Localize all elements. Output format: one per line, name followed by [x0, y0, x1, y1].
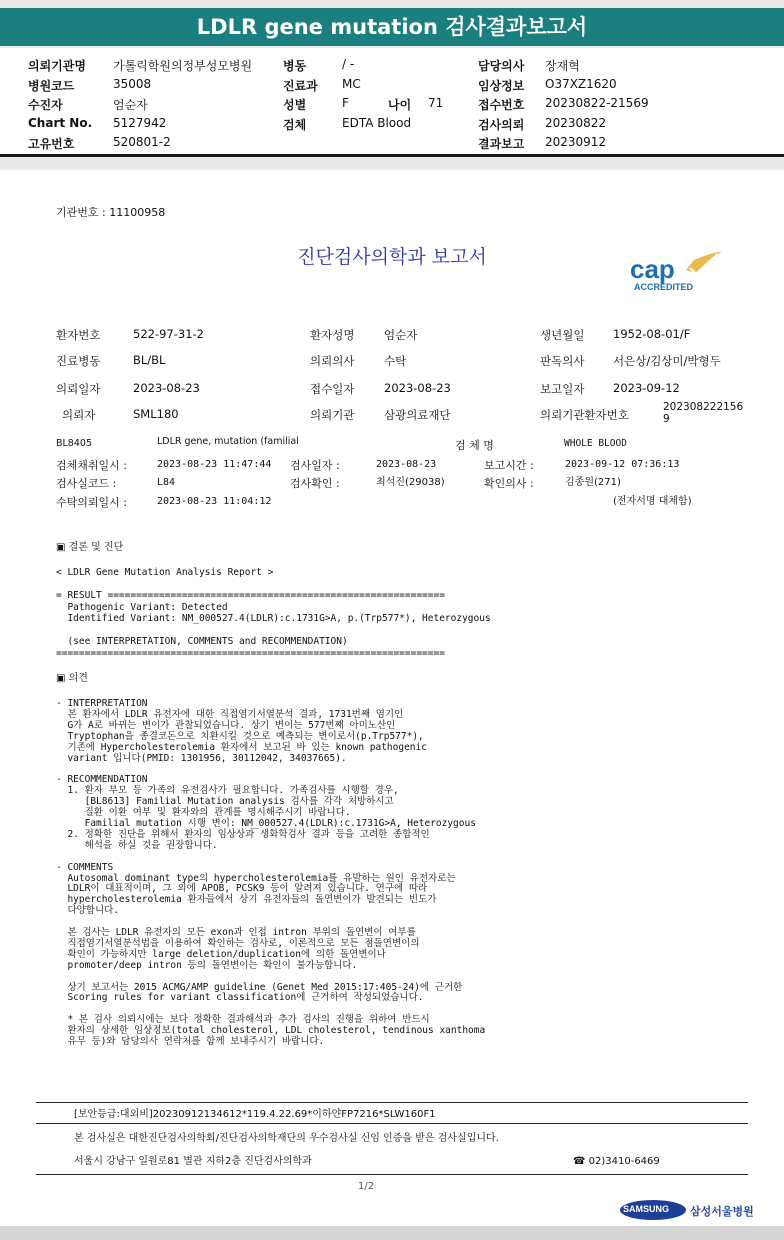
footer-bottom-line	[36, 1174, 748, 1175]
report-time-label: 보고시간 :	[484, 459, 534, 472]
footer-mid-line	[36, 1123, 748, 1124]
collect-label: 검체채취일시 :	[56, 459, 127, 472]
header-label: 진료과	[283, 79, 318, 93]
opinion-body: - INTERPRETATION 본 환자에서 LDLR 유전자에 대한 직접염기서열분석 결과, 1731번째 염기인 G가 A로 바뀌는 변이가 관찰되었습니다. 상기 변이는 577번째 아미노산인 Tryptophan을 종결코돈으로 치환시킬 것으로 예측되는 변이로서(p.Trp577*), 기존에 Hypercholesterolemia 환자에서 보고된 바 있는 known pathogenic variant 입니다(PMID: 1301956, 30112042, 34037665). - RECOMMENDATION 1. 환자 부모 등 가족의 유전검사가 필요합니다. 가족검사를 시행할 경우, [BL8613] Familial Mutation analysis 검사를 각각 처방하시고 질환 이환 여부 및 환자와의 관계를 명시해주시기 바랍니다. Familial mutation 시행 변이: NM_000527.4(LDLR):c.1731G>A, Heterozygous 2. 정확한 진단을 위해서 환자의 임상상과 생화학검사 결과 등을 고려한 종합적인 해석을 하실 것을 권장합니다. - COMMENTS Autosomal dominant type의 hypercholesterolemia를 유발하는 원인 유전자로는 LDLR이 대표적이며, 그 외에 APOB, PCSK9 등이 알려져 있습니다. 연구에 따라 hypercholesterolemia 환자들에서 상기 유전자들의 돌연변이가 발견되는 빈도가 다양합니다. 본 검사는 LDLR 유전자의 모든 exon과 인접 intron 부위의 돌연변이 여부를 직접염기서열분석법을 이용하여 확인하는 검사로, 이론적으로 모든 점돌연변이의 확인이 가능하지만 large deletion/duplication에 의한 돌연변이나 promoter/deep intron 등의 돌연변이는 확인이 불가능합니다. 상기 보고서는 2015 ACMG/AMP guideline (Genet Med 2015:17:405-24)에 근거한 Scoring rules for variant classification에 근거하여 작성되었습니다. * 본 검사 의뢰시에는 보다 정확한 결과해석과 추가 검사의 진행을 위하여 반드시 환자의 상세한 임상정보(total cholesterol, LDL cholesterol, tendinous xanthoma 유무 등)와 담당의사 연락처를 함께 보내주시기 바랍니다.	[56, 698, 486, 1048]
cap-logo-word: cap	[630, 254, 675, 284]
request-header	[0, 48, 784, 154]
header-value: F	[342, 96, 349, 110]
certification-text: 본 검사실은 대한진단검사의학회/진단검사의학재단의 우수검사실 신임 인증을 받은 검사실입니다.	[74, 1133, 499, 1144]
patient-field-value: 삼광의료재단	[384, 408, 451, 422]
header-label: 수진자	[28, 98, 63, 112]
patient-field-value: 2023-09-12	[613, 381, 680, 395]
header-value: 장재혁	[545, 59, 580, 73]
confirm-value: 최석진(29038)	[376, 477, 445, 488]
patient-field-value: BL/BL	[133, 353, 166, 367]
header-label: 나이	[388, 98, 412, 112]
confirm-label: 검사확인 :	[290, 477, 340, 490]
brand-en: SAMSUNG	[623, 1204, 670, 1214]
patient-field-value: 1952-08-01/F	[613, 327, 691, 341]
cap-logo-sub: ACCREDITED	[634, 282, 694, 292]
patient-field-label: 환자번호	[56, 328, 101, 342]
header-label: 성별	[283, 98, 307, 112]
phone-text: ☎ 02)3410-6469	[573, 1156, 660, 1167]
report-title: LDLR gene mutation 검사결과보고서	[0, 8, 784, 46]
patient-field-label: 보고일자	[540, 382, 585, 396]
page-bottom-strip	[0, 1226, 784, 1240]
header-label: 병동	[283, 59, 307, 73]
header-label: 검체	[283, 118, 307, 132]
exam-label: 검사일자 :	[290, 459, 340, 472]
patient-field-label: 의뢰기관	[310, 408, 355, 422]
header-value: O37XZ1620	[545, 77, 617, 91]
result-body: < LDLR Gene Mutation Analysis Report > = RESULT =========================================================== Pathogenic Variant: Detected Identified Variant: NM_000527.4(LDLR):c.1731G>A, p.(Trp577*), Heterozygous (see INTERPRETATION, COMMENTS and RECOMMENDATION) ====================================================================	[56, 567, 491, 659]
header-value: 20230822	[545, 116, 607, 130]
header-label: 접수번호	[478, 98, 525, 112]
test-code: BL8405	[56, 438, 92, 449]
patient-field-label: 의뢰의사	[310, 354, 355, 368]
header-label: Chart No.	[28, 116, 93, 130]
report-time-value: 2023-09-12 07:36:13	[565, 459, 680, 470]
receive-label: 수탁의뢰일시 :	[56, 496, 127, 509]
header-label: 의뢰기관명	[28, 59, 86, 73]
cap-accredited-logo	[628, 252, 728, 294]
header-value: 20230912	[545, 135, 607, 149]
patient-field-value: 서은상/김상미/박형두	[613, 354, 721, 368]
patient-field-label: 생년월일	[540, 328, 585, 342]
result-section-title: ▣ 결론 및 진단	[56, 542, 124, 553]
patient-field-value: 수탁	[384, 354, 407, 368]
collect-value: 2023-08-23 11:47:44	[157, 459, 272, 470]
security-line: [보안등급:대외비]20230912134612*119.4.22.69*이하얀FP7216*SLW160F1	[74, 1109, 436, 1120]
brand-ko: 삼성서울병원	[690, 1205, 754, 1218]
header-value: 35008	[113, 77, 152, 91]
cap-logo-icon	[628, 252, 728, 294]
header-value: / -	[342, 57, 355, 71]
test-name: LDLR gene, mutation (familial	[157, 436, 299, 447]
institution-number: 기관번호 : 11100958	[56, 206, 166, 219]
doctor-value: 김종원(271)	[565, 477, 621, 488]
doctor-label: 확인의사 :	[484, 477, 534, 490]
patient-field-value: 202308222156 9	[663, 401, 744, 425]
patient-field-label: 판독의사	[540, 354, 585, 368]
report-paper	[0, 170, 784, 1226]
header-value: 71	[428, 96, 444, 110]
exam-value: 2023-08-23	[376, 459, 437, 470]
patient-field-label: 의뢰자	[62, 408, 96, 422]
header-label: 고유번호	[28, 137, 75, 151]
lab-code-value: L84	[157, 477, 176, 488]
header-label: 임상정보	[478, 79, 525, 93]
lab-code-label: 검사실코드 :	[56, 477, 117, 490]
address-text: 서울시 강남구 일원로81 별관 지하2층 진단검사의학과	[74, 1156, 312, 1167]
opinion-section-title: ▣ 의견	[56, 673, 88, 684]
patient-field-label: 환자성명	[310, 328, 355, 342]
department-title: 진단검사의학과 보고서	[297, 246, 487, 268]
patient-field-value: SML180	[133, 407, 179, 421]
header-value: 가톨릭학원의정부성모병원	[113, 59, 253, 73]
footer-top-line	[36, 1102, 748, 1103]
samsung-hospital-logo	[620, 1198, 760, 1222]
patient-field-value: 2023-08-23	[384, 381, 451, 395]
header-value: EDTA Blood	[342, 116, 412, 130]
specimen-label: 검 체 명	[455, 439, 494, 452]
specimen-value: WHOLE BLOOD	[564, 438, 627, 449]
header-label: 결과보고	[478, 137, 525, 151]
patient-field-label: 의뢰기관환자번호	[540, 408, 629, 422]
patient-field-label: 진료병동	[56, 354, 101, 368]
header-value: 엄순자	[113, 98, 148, 112]
header-value: 5127942	[113, 116, 167, 130]
patient-field-label: 의뢰일자	[56, 382, 101, 396]
header-label: 병원코드	[28, 79, 75, 93]
header-value: 20230822-21569	[545, 96, 649, 110]
patient-field-label: 접수일자	[310, 382, 355, 396]
patient-field-value: 522-97-31-2	[133, 327, 204, 341]
header-value: 520801-2	[113, 135, 171, 149]
header-value: MC	[342, 77, 361, 91]
patient-field-value: 2023-08-23	[133, 381, 200, 395]
header-label: 검사의뢰	[478, 118, 525, 132]
page-number: 1/2	[358, 1181, 375, 1192]
receive-value: 2023-08-23 11:04:12	[157, 496, 272, 507]
patient-field-value: 엄순자	[384, 328, 418, 342]
header-divider	[0, 154, 784, 157]
signature-note: (전자서명 대체함)	[613, 496, 692, 507]
header-label: 담당의사	[478, 59, 525, 73]
